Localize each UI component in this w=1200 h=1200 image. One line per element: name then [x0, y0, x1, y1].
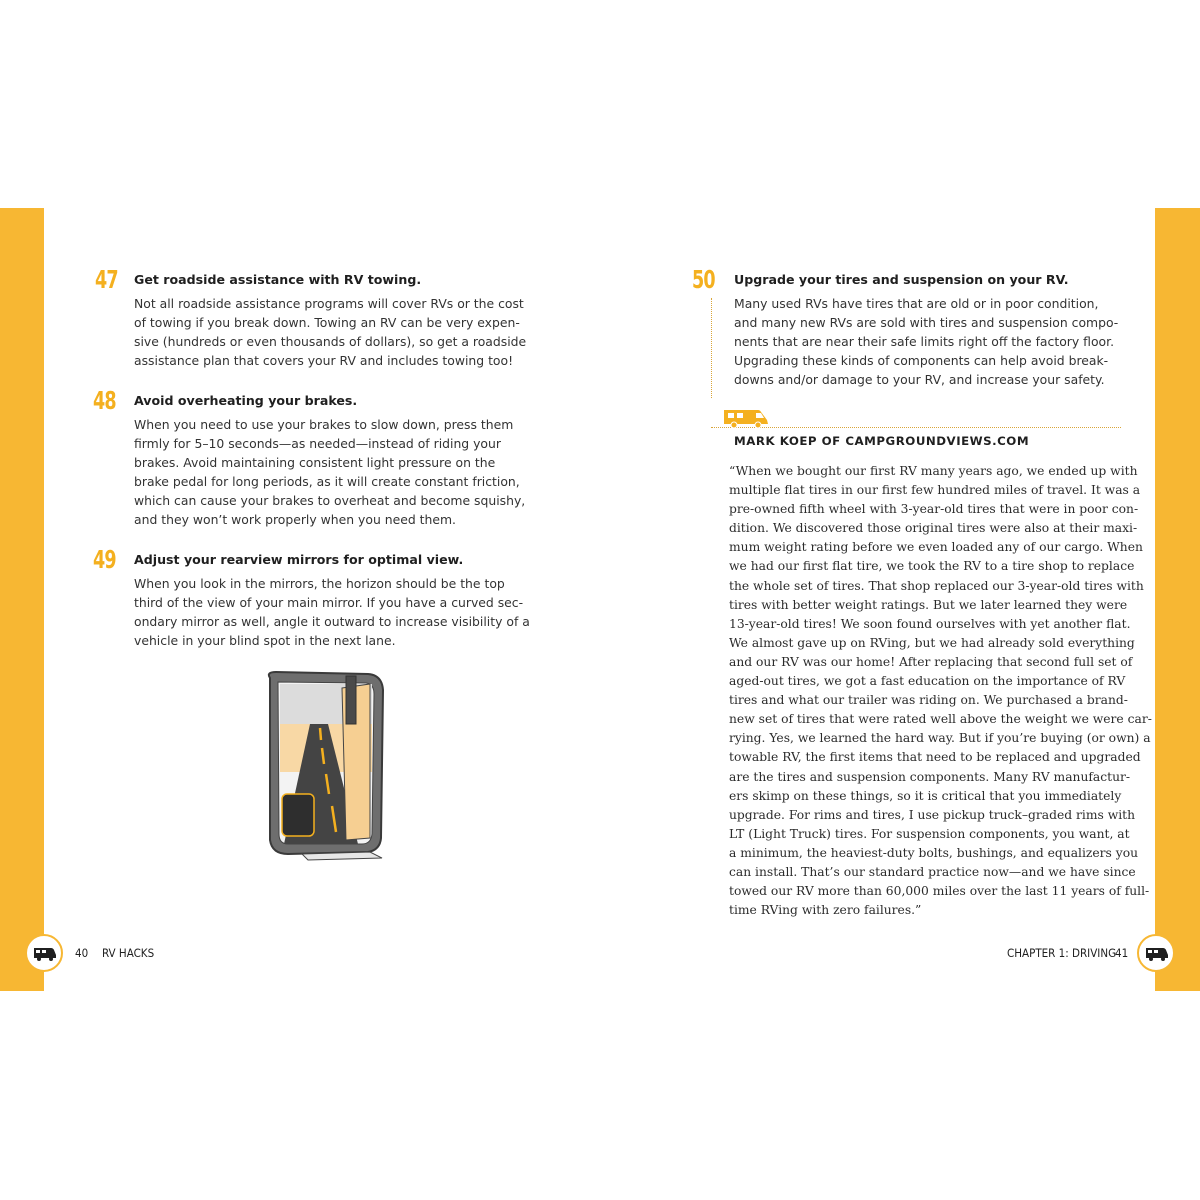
camper-van-icon [722, 404, 770, 428]
dotted-guide-line [711, 298, 712, 398]
tip-title: Avoid overheating your brakes. [134, 393, 358, 408]
side-mirror-illustration [258, 668, 408, 863]
page-number-right: 41 [1115, 946, 1129, 960]
tip-title: Get roadside assistance with RV towing. [134, 272, 422, 287]
left-accent-bar [0, 208, 44, 991]
tip-body: Not all roadside assistance programs will cover RVs or the cost of towing if you break down. Towing an RV can be very expen- sive (hundreds or even thousands of dollars), so get a roadside assistance plan that covers your RV and includes towing too! [134, 296, 527, 369]
rv-icon [25, 934, 63, 972]
running-head-right: CHAPTER 1: DRIVING [1007, 946, 1117, 960]
tip-body: Many used RVs have tires that are old or in poor condition, and many new RVs are sold with tires and suspension compo- nents that are near their safe limits right off the factory floor. Upgrading these kinds of components can help avoid break- downs and/or damage to your RV, and increase your safety. [734, 296, 1119, 388]
tip-number: 49 [93, 545, 116, 574]
page-number-left: 40 [75, 946, 89, 960]
quote-attribution: MARK KOEP OF CAMPGROUNDVIEWS.COM [734, 434, 1030, 448]
tip-body: When you need to use your brakes to slow down, press them firmly for 5–10 seconds—as needed—instead of riding your brakes. Avoid maintaining consistent light pressure on the brake pedal for long periods, as it will create constant friction, which can cause your brakes to overheat and become squishy, and they won’t work properly when you need them. [134, 417, 526, 528]
running-head-left: RV HACKS [102, 946, 155, 960]
right-accent-bar [1155, 208, 1200, 991]
tip-title: Adjust your rearview mirrors for optimal view. [134, 552, 464, 567]
tip-body: When you look in the mirrors, the horizon should be the top third of the view of your main mirror. If you have a curved sec- ondary mirror as well, angle it outward to increase visibility of a vehicle in your blind spot in the next lane. [134, 576, 530, 649]
tip-title: Upgrade your tires and suspension on your RV. [734, 272, 1069, 287]
tip-number: 48 [93, 386, 116, 415]
tip-number: 47 [95, 265, 118, 294]
dotted-divider [711, 427, 1121, 428]
rv-icon [1137, 934, 1175, 972]
tip-number: 50 [692, 265, 715, 294]
quote-body: “When we bought our first RV many years ago, we ended up with multiple flat tires in our first few hundred miles of travel. It was a pre-owned fifth wheel with 3-year-old tires that were in poor con- dition. We discovered those original tires were also at their maxi- mum weight rating before we even loaded any of our cargo. When we had our first flat tire, we took the RV to a tire shop to replace the whole set of tires. That shop replaced our 3-year-old tires with tires with better weight ratings. But we later learned they were 13-year-old tires! We soon found ourselves with yet another flat. We almost gave up on RVing, but we had already sold everything and our RV was our home! After replacing that second full set of aged-out tires, we got a fast education on the importance of RV tires and what our trailer was riding on. We purchased a brand- new set of tires that were rated well above the weight we were car- rying. Yes, we learned the hard way. But if you’re buying (or own) a towable RV, the first items that need to be replaced and upgraded are the tires and suspension components. Many RV manufactur- ers skimp on these things, so it is critical that you immediately upgrade. For rims and tires, I use pickup truck–graded rims with LT (Light Truck) tires. For suspension components, you want, at a minimum, the heaviest-duty bolts, bushings, and equalizers you can install. That’s our standard practice now—and we have since towed our RV more than 60,000 miles over the last 11 years of full- time RVing with zero failures.” [729, 464, 1152, 918]
